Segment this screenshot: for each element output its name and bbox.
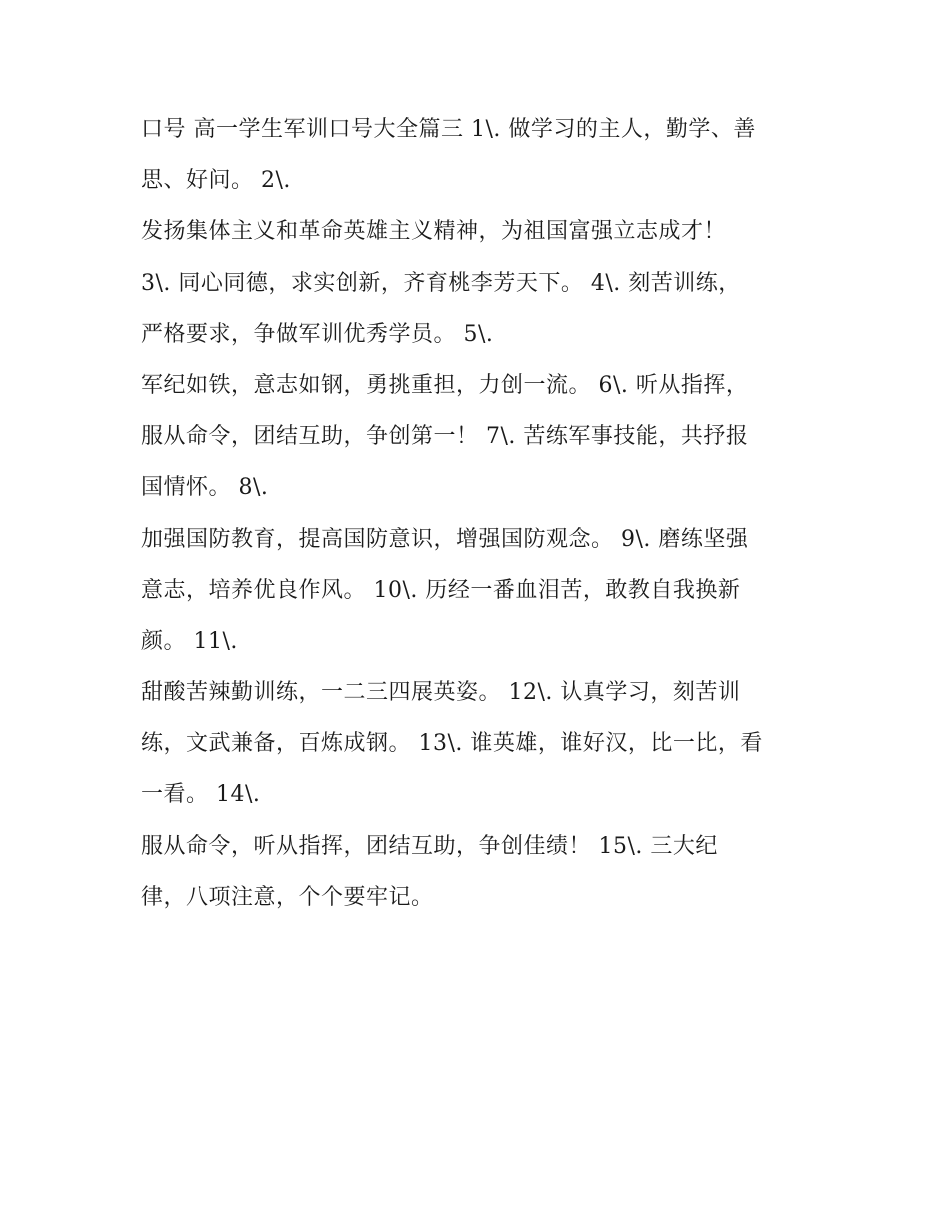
text-line: 一看。 14\. [141,782,261,808]
text-line: 律，八项注意，个个要牢记。 [141,884,434,910]
document-body [141,104,821,923]
text-line: 甜酸苦辣勤训练，一二三四展英姿。 12\. 认真学习，刻苦训 [141,680,741,706]
text-line: 严格要求，争做军训优秀学员。 5\. [141,321,494,347]
text-line: 服从命令，听从指挥，团结互助，争创佳绩！ 15\. 三大纪 [141,833,718,859]
text-line: 思、好问。 2\. [141,168,291,194]
text-line: 国情怀。 8\. [141,475,269,501]
text-line: 军纪如铁，意志如钢，勇挑重担，力创一流。 6\. 听从指挥， [141,372,749,398]
text-line: 意志，培养优良作风。 10\. 历经一番血泪苦，敢教自我换新 [141,577,741,603]
text-line: 3\. 同心同德，求实创新，齐育桃李芳天下。 4\. 刻苦训练， [141,270,741,296]
text-line: 发扬集体主义和革命英雄主义精神，为祖国富强立志成才！ [141,219,727,245]
text-line: 口号 高一学生军训口号大全篇三 1\. 做学习的主人，勤学、善 [141,117,756,142]
text-line: 加强国防教育，提高国防意识，增强国防观念。 9\. 磨练坚强 [141,526,749,552]
text-line: 练，文武兼备，百炼成钢。 13\. 谁英雄，谁好汉，比一比，看 [141,731,763,757]
text-line: 颜。 11\. [141,628,238,654]
text-line: 服从命令，团结互助，争创第一！ 7\. 苦练军事技能，共抒报 [141,424,749,450]
